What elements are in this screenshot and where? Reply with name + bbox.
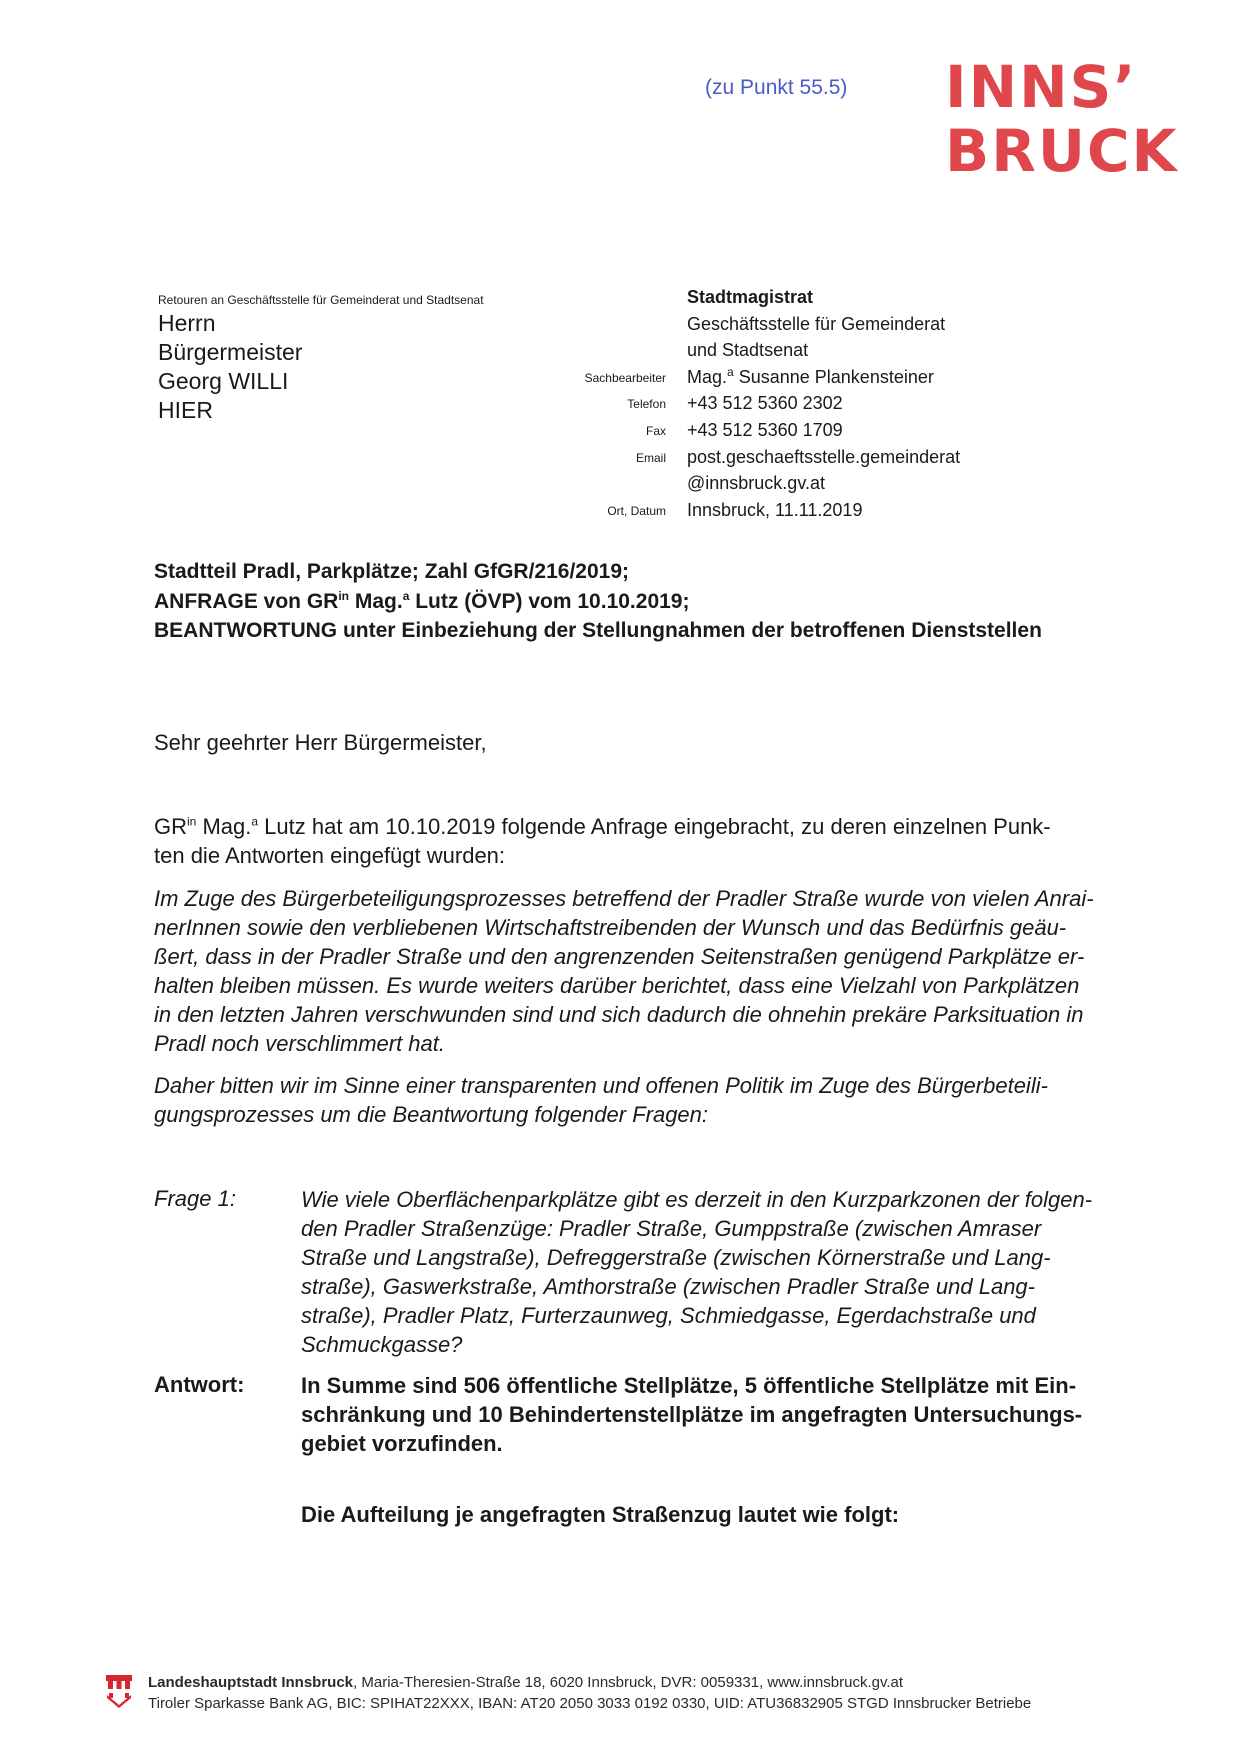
- recipient-line: Georg WILLI: [158, 368, 289, 394]
- place-date: Innsbruck, 11.11.2019: [687, 499, 863, 520]
- subject-line: BEANTWORTUNG unter Einbeziehung der Stellungnahmen der betroffenen Dienststellen: [154, 619, 1042, 642]
- inquiry-paragraph: Daher bitten wir im Sinne einer transparenten und offenen Politik im Zuge des Bürgerbeteili- gungsprozesses um die Beantwortung folgender Fragen:: [154, 1073, 1048, 1127]
- answer-followup: Die Aufteilung je angefragten Straßenzug lautet wie folgt:: [301, 1502, 900, 1527]
- recipient-line: Bürgermeister: [158, 339, 303, 365]
- clerk-name: Mag.$^a$ Susanne Plankensteiner: [687, 364, 934, 387]
- innsbruck-logo: [945, 55, 1195, 183]
- question-text: Wie viele Oberflächenparkplätze gibt es derzeit in den Kurzparkzonen der folgen- den Pradler Straßenzüge: Pradler Straße, Gumppstraße (zwischen Amraser Straße und Langstraße), Defreggerstraße (zwischen Körnerstraße und Lang- straße), Gaswerkstraße, Amthorstraße (zwischen Pradler Straße und Lang- straße), Pradler Platz, Furterzaunweg, Schmiedgasse, Egerdachstraße und Schmuckgasse?: [301, 1187, 1093, 1357]
- phone-label: Telefon: [627, 397, 666, 412]
- fax-number: +43 512 5360 1709: [687, 419, 843, 440]
- inquiry-paragraph: Im Zuge des Bürgerbeteiligungsprozesses betreffend der Pradler Straße wurde von vielen Anrai- nerInnen sowie den verbliebenen Wirtschaftstreibenden der Wunsch und das Bedürfnis geäu- ßert, dass in der Pradler Straße und den angrenzenden Seitenstraßen genügend Parkplätze er- halten bleiben müssen. Es wurde weiters darüber berichtet, dass eine Vielzahl von Parkplätzen in den letzten Jahren verschwunden sind und sich dadurch die ohnehin prekäre Parksituation in Pradl noch verschlimmert hat.: [154, 886, 1094, 1056]
- fax-label: Fax: [645, 423, 666, 438]
- email-address[interactable]: post.geschaeftsstelle.gemeinderat: [687, 446, 961, 467]
- email-label: Email: [635, 450, 666, 465]
- recipient-line: Herrn: [158, 310, 216, 336]
- recipient-block: [158, 309, 302, 425]
- agenda-reference: (zu Punkt 55.5): [705, 76, 848, 99]
- salutation: Sehr geehrter Herr Bürgermeister,: [154, 730, 487, 755]
- phone-number: +43 512 5360 2302: [687, 393, 843, 414]
- intro-paragraph: $GR^{in}$ Mag.$^a$ Lutz hat am 10.10.2019 folgende Anfrage eingebracht, zu deren einzelnen Punk- ten die Antworten eingefügt wurden:: [154, 814, 1051, 868]
- subject-block: [154, 557, 1042, 646]
- subject-line: ANFRAGE von $GR^{in}$ Mag.$^a$ Lutz (ÖVP) vom 10.10.2019;: [154, 588, 690, 613]
- logo-line-1: INNS’: [945, 53, 1138, 121]
- email-address[interactable]: @innsbruck.gv.at: [687, 473, 825, 494]
- sender-dept: und Stadtsenat: [687, 340, 809, 361]
- sender-block: [687, 284, 960, 523]
- answer-label: Antwort:: [154, 1372, 245, 1397]
- answer-text: In Summe sind 506 öffentliche Stellplätze, 5 öffentliche Stellplätze mit Ein- schränkung und 10 Behindertenstellplätze im angefragten Untersuchungs- gebiet vorzufinden.: [301, 1373, 1083, 1456]
- recipient-line: HIER: [158, 397, 213, 423]
- sender-dept: Geschäftsstelle für Gemeinderat: [687, 313, 946, 334]
- logo-line-2: BRUCK: [945, 117, 1179, 185]
- innsbruck-coat-of-arms-icon: [104, 1673, 134, 1711]
- return-address-line: Retouren an Geschäftsstelle für Gemeinderat und Stadtsenat: [158, 293, 484, 307]
- date-label: Ort, Datum: [607, 503, 666, 518]
- footer-line: Landeshauptstadt Innsbruck, Maria-Theresien-Straße 18, 6020 Innsbruck, DVR: 0059331, www.innsbruck.gv.at: [148, 1674, 904, 1691]
- question-label: Frage 1:: [154, 1186, 236, 1211]
- sender-labels: [460, 285, 666, 524]
- sender-org: Stadtmagistrat: [687, 287, 814, 307]
- footer-line: Tiroler Sparkasse Bank AG, BIC: SPIHAT22XXX, IBAN: AT20 2050 3033 0192 0330, UID: ATU36832905 STGD Innsbrucker Betriebe: [148, 1695, 1032, 1712]
- subject-line: Stadtteil Pradl, Parkplätze; Zahl GfGR/216/2019;: [154, 560, 629, 583]
- clerk-label: Sachbearbeiter: [584, 370, 666, 385]
- footer: [148, 1672, 1031, 1714]
